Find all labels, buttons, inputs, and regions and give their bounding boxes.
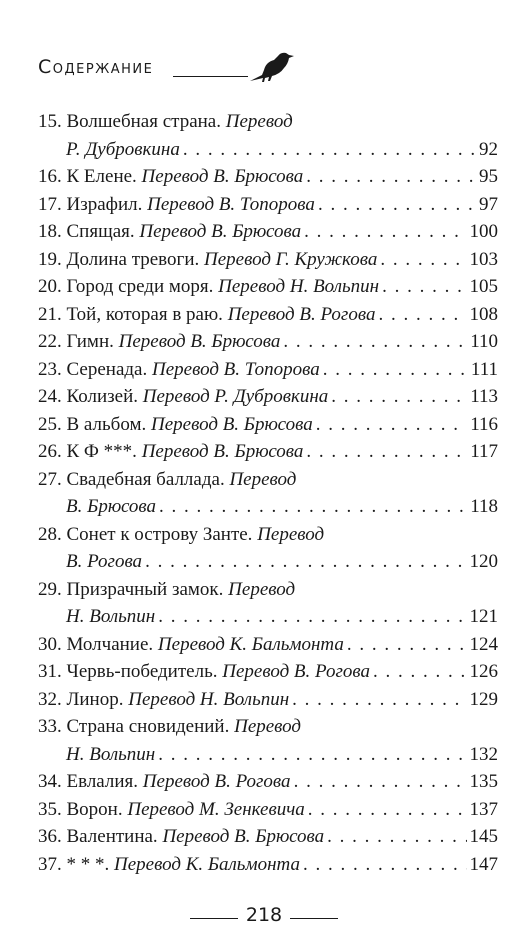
leader-dots bbox=[283, 328, 467, 356]
entry-title: К Ф ***. bbox=[66, 441, 137, 462]
toc-entry-continuation bbox=[38, 603, 498, 631]
entry-page: 103 bbox=[469, 248, 498, 270]
entry-translator: Перевод В. Брюсова bbox=[118, 331, 281, 352]
entry-number: 15. bbox=[38, 111, 62, 132]
leader-dots bbox=[159, 493, 467, 521]
leader-dots bbox=[306, 163, 476, 191]
entry-translator: Перевод В. Брюсова bbox=[151, 413, 313, 435]
toc-entry bbox=[38, 218, 498, 246]
leader-dots bbox=[382, 273, 466, 301]
entry-translator: Перевод Н. Вольпин bbox=[128, 688, 290, 710]
header-rule bbox=[173, 76, 248, 77]
entry-translator: Перевод bbox=[257, 523, 325, 545]
leader-dots bbox=[323, 356, 468, 384]
toc-entry bbox=[38, 521, 498, 549]
toc-entry bbox=[38, 713, 498, 741]
leader-dots bbox=[380, 246, 466, 274]
entry-page: 113 bbox=[470, 386, 498, 407]
leader-dots bbox=[294, 768, 467, 796]
leader-dots bbox=[158, 741, 466, 769]
entry-number: 25. bbox=[38, 413, 62, 435]
entry-page: 97 bbox=[479, 193, 498, 215]
entry-page: 124 bbox=[469, 633, 498, 655]
entry-translator: Перевод К. Бальмонта bbox=[114, 853, 300, 875]
leader-dots bbox=[373, 658, 467, 686]
entry-title: Червь-победитель. bbox=[66, 661, 218, 682]
toc-entry-continuation bbox=[38, 548, 498, 576]
leader-dots bbox=[306, 438, 467, 466]
entry-number: 23. bbox=[38, 358, 62, 380]
entry-page: 117 bbox=[470, 441, 498, 462]
entry-translator: Перевод Н. Вольпин bbox=[218, 276, 380, 297]
raven-icon bbox=[248, 48, 298, 84]
entry-page: 137 bbox=[469, 798, 498, 820]
page-footer bbox=[0, 904, 527, 934]
entry-page: 105 bbox=[469, 276, 498, 297]
entry-translator: Перевод В. Брюсова bbox=[141, 166, 304, 187]
entry-title: Спящая. bbox=[66, 221, 135, 242]
entry-title: Долина тревоги. bbox=[66, 248, 200, 270]
entry-translator: Перевод bbox=[228, 578, 296, 600]
toc-entry bbox=[38, 686, 498, 714]
entry-title: Молчание. bbox=[66, 633, 154, 655]
entry-number: 16. bbox=[38, 166, 62, 187]
leader-dots bbox=[316, 411, 467, 439]
entry-translator: Перевод В. Рогова bbox=[142, 771, 291, 792]
toc-entry-continuation bbox=[38, 493, 498, 521]
page-number: 218 bbox=[245, 904, 283, 926]
entry-title: Сонет к острову Занте. bbox=[66, 523, 253, 545]
entry-page: 126 bbox=[469, 661, 498, 682]
entry-number: 36. bbox=[38, 826, 62, 847]
entry-page: 108 bbox=[469, 303, 498, 325]
entry-page: 135 bbox=[469, 771, 498, 792]
entry-page: 129 bbox=[469, 688, 498, 710]
entry-title: Призрачный замок. bbox=[66, 578, 224, 600]
entry-translator: Перевод bbox=[229, 468, 297, 490]
toc-entry bbox=[38, 383, 498, 411]
entry-number: 24. bbox=[38, 386, 62, 407]
entry-translator-name: В. Рогова bbox=[66, 551, 143, 572]
entry-title: Линор. bbox=[66, 688, 124, 710]
entry-title: Той, которая в раю. bbox=[66, 303, 223, 325]
entry-title: К Елене. bbox=[66, 166, 137, 187]
entry-number: 17. bbox=[38, 193, 62, 215]
toc-entry bbox=[38, 356, 498, 384]
entry-translator: Перевод В. Топорова bbox=[147, 193, 315, 215]
toc-entry bbox=[38, 823, 498, 851]
entry-number: 18. bbox=[38, 221, 62, 242]
entry-title: Серенада. bbox=[66, 358, 148, 380]
toc-entry-continuation bbox=[38, 741, 498, 769]
entry-page: 116 bbox=[470, 413, 498, 435]
entry-number: 32. bbox=[38, 688, 62, 710]
entry-number: 29. bbox=[38, 578, 62, 600]
entry-number: 31. bbox=[38, 661, 62, 682]
entry-number: 26. bbox=[38, 441, 62, 462]
entry-page: 120 bbox=[469, 551, 498, 572]
leader-dots bbox=[145, 548, 466, 576]
entry-page: 132 bbox=[469, 743, 498, 765]
toc-entry bbox=[38, 273, 498, 301]
entry-page: 118 bbox=[470, 496, 498, 517]
leader-dots bbox=[303, 851, 467, 879]
toc-entry bbox=[38, 851, 498, 879]
entry-translator: Перевод Г. Кружкова bbox=[203, 248, 378, 270]
leader-dots bbox=[331, 383, 467, 411]
entry-page: 121 bbox=[469, 606, 498, 627]
leader-dots bbox=[158, 603, 466, 631]
entry-translator: Перевод В. Брюсова bbox=[139, 221, 302, 242]
toc-entry bbox=[38, 246, 498, 274]
toc-entry bbox=[38, 191, 498, 219]
entry-translator: Перевод bbox=[234, 716, 302, 737]
entry-translator: Перевод В. Рогова bbox=[227, 303, 376, 325]
entry-title: Страна сновидений. bbox=[66, 716, 230, 737]
table-of-contents bbox=[38, 108, 498, 878]
entry-number: 37. bbox=[38, 853, 62, 875]
entry-title: Ворон. bbox=[66, 798, 123, 820]
leader-dots bbox=[183, 136, 476, 164]
entry-page: 92 bbox=[479, 138, 498, 160]
leader-dots bbox=[308, 796, 467, 824]
entry-number: 30. bbox=[38, 633, 62, 655]
entry-page: 145 bbox=[469, 826, 498, 847]
entry-translator-name: В. Брюсова bbox=[66, 496, 157, 517]
entry-translator: Перевод Р. Дубровкина bbox=[142, 386, 329, 407]
entry-number: 27. bbox=[38, 468, 62, 490]
entry-translator: Перевод bbox=[225, 111, 293, 132]
entry-translator-name: Р. Дубровкина bbox=[66, 138, 180, 160]
entry-translator: Перевод М. Зенкевича bbox=[127, 798, 305, 820]
entry-number: 19. bbox=[38, 248, 62, 270]
entry-number: 33. bbox=[38, 716, 62, 737]
entry-page: 147 bbox=[469, 853, 498, 875]
entry-number: 22. bbox=[38, 331, 62, 352]
entry-number: 34. bbox=[38, 771, 62, 792]
toc-entry bbox=[38, 438, 498, 466]
entry-page: 100 bbox=[469, 221, 498, 242]
toc-entry bbox=[38, 768, 498, 796]
entry-title: * * *. bbox=[66, 853, 110, 875]
entry-translator: Перевод В. Рогова bbox=[222, 661, 370, 682]
toc-entry bbox=[38, 796, 498, 824]
page-header bbox=[38, 48, 498, 88]
toc-entry bbox=[38, 328, 498, 356]
footer-rule-right bbox=[290, 918, 338, 919]
entry-number: 28. bbox=[38, 523, 62, 545]
footer-rule-left bbox=[190, 918, 238, 919]
toc-entry bbox=[38, 108, 498, 136]
entry-translator-name: Н. Вольпин bbox=[66, 606, 156, 627]
entry-translator: Перевод К. Бальмонта bbox=[157, 633, 344, 655]
toc-entry bbox=[38, 658, 498, 686]
toc-entry bbox=[38, 576, 498, 604]
toc-entry bbox=[38, 466, 498, 494]
entry-page: 95 bbox=[479, 166, 498, 187]
entry-number: 20. bbox=[38, 276, 62, 297]
entry-page: 111 bbox=[470, 358, 498, 380]
leader-dots bbox=[378, 301, 466, 329]
leader-dots bbox=[292, 686, 466, 714]
entry-translator: Перевод В. Брюсова bbox=[162, 826, 325, 847]
entry-translator-name: Н. Вольпин bbox=[66, 743, 156, 765]
section-title: Содержание bbox=[38, 56, 154, 78]
leader-dots bbox=[327, 823, 466, 851]
entry-title: Израфил. bbox=[66, 193, 143, 215]
leader-dots bbox=[304, 218, 466, 246]
entry-title: В альбом. bbox=[66, 413, 147, 435]
toc-entry-continuation bbox=[38, 136, 498, 164]
toc-entry bbox=[38, 163, 498, 191]
entry-title: Город среди моря. bbox=[66, 276, 214, 297]
entry-title: Волшебная страна. bbox=[66, 111, 221, 132]
entry-title: Колизей. bbox=[66, 386, 138, 407]
entry-title: Гимн. bbox=[66, 331, 114, 352]
entry-number: 21. bbox=[38, 303, 62, 325]
entry-title: Валентина. bbox=[66, 826, 158, 847]
entry-translator: Перевод В. Брюсова bbox=[141, 441, 304, 462]
toc-entry bbox=[38, 301, 498, 329]
entry-translator: Перевод В. Топорова bbox=[151, 358, 320, 380]
entry-title: Свадебная баллада. bbox=[66, 468, 225, 490]
entry-title: Евлалия. bbox=[66, 771, 139, 792]
leader-dots bbox=[347, 631, 467, 659]
entry-number: 35. bbox=[38, 798, 62, 820]
entry-page: 110 bbox=[470, 331, 498, 352]
leader-dots bbox=[318, 191, 476, 219]
toc-entry bbox=[38, 411, 498, 439]
toc-entry bbox=[38, 631, 498, 659]
